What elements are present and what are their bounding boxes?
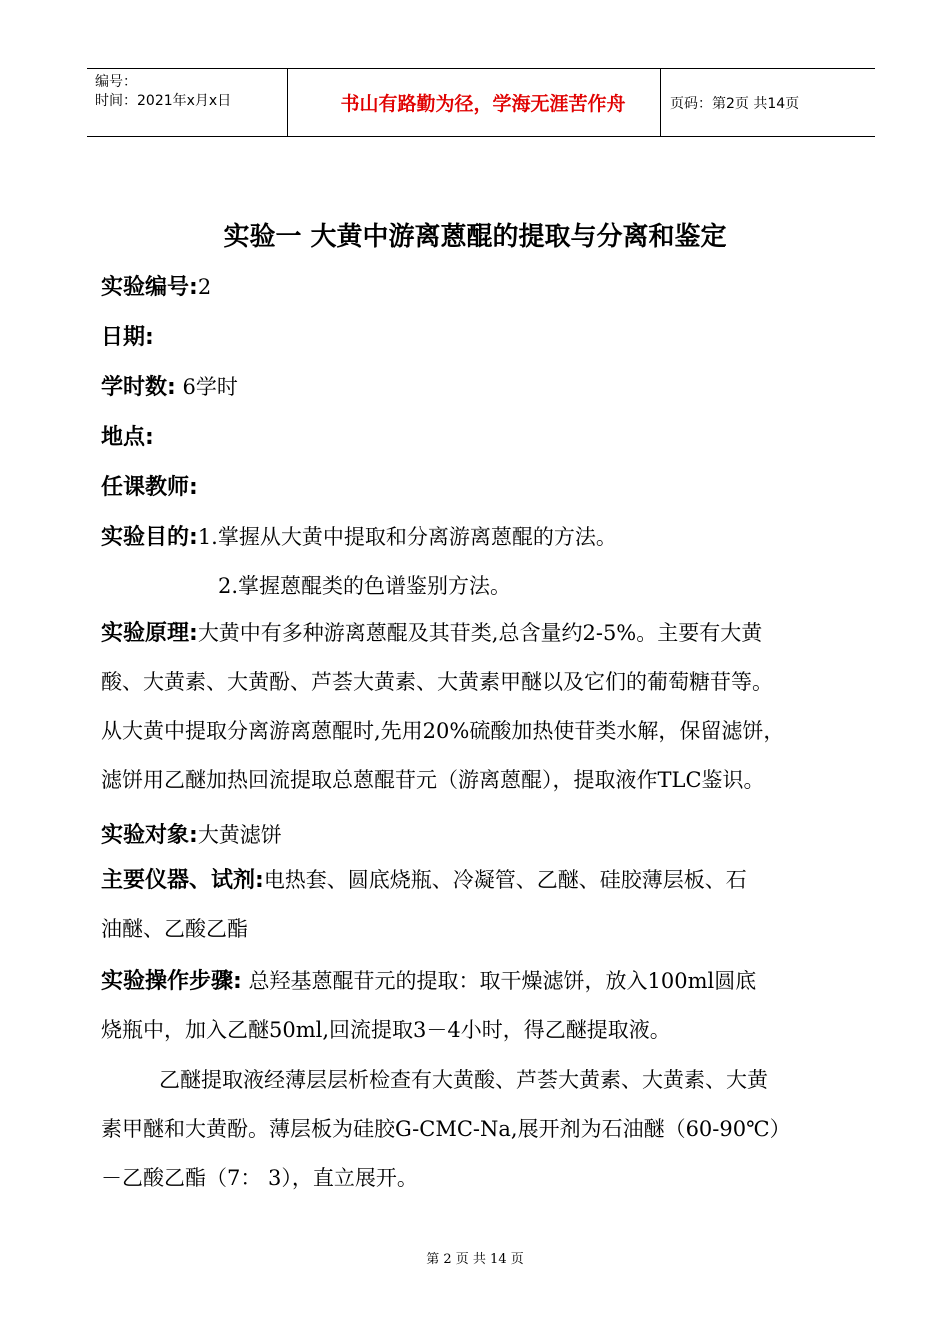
field-value: 1.掌握从大黄中提取和分离游离蒽醌的方法。 (197, 525, 617, 549)
header-meta (95, 73, 231, 111)
header-number: 编号： (95, 74, 137, 90)
paragraph-line: 大黄中有多种游离蒽醌及其苷类,总含量约2-5%。主要有大黄 (197, 621, 763, 645)
header-motto: 书山有路勤为径，学海无涯苦作舟 (340, 93, 626, 115)
field-purpose-2: 2.掌握蒽醌类的色谱鉴别方法。 (218, 574, 512, 598)
field-label: 实验编号: (101, 275, 198, 300)
header-page-number: 页码：第2页 共14页 (670, 96, 800, 112)
header-divider (287, 69, 288, 136)
field-place (101, 420, 154, 451)
field-object (101, 818, 282, 849)
paragraph-line: 烧瓶中，加入乙醚50ml,回流提取3－4小时，得乙醚提取液。 (101, 1018, 671, 1042)
field-hours (101, 370, 238, 401)
field-label: 实验目的: (101, 525, 198, 550)
field-label: 实验原理: (101, 621, 198, 646)
paragraph-line: 从大黄中提取分离游离蒽醌时,先用20%硫酸加热使苷类水解，保留滤饼， (101, 719, 785, 743)
tlc-paragraph (101, 1056, 861, 1203)
field-label: 学时数: (101, 375, 176, 400)
paragraph-line: 总羟基蒽醌苷元的提取：取干燥滤饼，放入100ml圆底 (241, 969, 757, 993)
field-teacher (101, 470, 198, 501)
paragraph-line: 油醚、乙酸乙酯 (101, 917, 248, 941)
field-value: 6学时 (175, 375, 238, 399)
field-label: 地点: (101, 425, 154, 450)
field-label: 日期: (101, 325, 154, 350)
paragraph-line: －乙酸乙酯（7： 3），直立展开。 (101, 1166, 418, 1190)
paragraph-line: 酸、大黄素、大黄酚、芦荟大黄素、大黄素甲醚以及它们的葡萄糖苷等。 (101, 670, 773, 694)
header-table (87, 68, 875, 137)
principle-paragraph (101, 609, 861, 805)
paragraph-line: 素甲醚和大黄酚。薄层板为硅胶G-CMC-Na,展开剂为石油醚（60-90℃） (101, 1117, 791, 1141)
field-label: 任课教师: (101, 475, 198, 500)
field-label: 主要仪器、试剂: (101, 868, 264, 893)
page-title: 实验一 大黄中游离蒽醌的提取与分离和鉴定 (223, 222, 727, 252)
header-time: 时间：2021年x月x日 (95, 93, 232, 109)
field-value: 2 (197, 275, 212, 299)
header-divider (660, 69, 661, 136)
field-date (101, 320, 154, 351)
field-label: 实验操作步骤: (101, 969, 242, 994)
steps-paragraph (101, 957, 861, 1055)
field-value: 大黄滤饼 (197, 823, 282, 847)
instruments-paragraph (101, 856, 861, 954)
paragraph-line: 电热套、圆底烧瓶、冷凝管、乙醚、硅胶薄层板、石 (263, 868, 747, 892)
paragraph-line: 乙醚提取液经薄层层析检查有大黄酸、芦荟大黄素、大黄素、大黄 (159, 1068, 768, 1092)
field-label: 实验对象: (101, 823, 198, 848)
field-purpose (101, 520, 617, 551)
page-footer: 第 2 页 共 14 页 (426, 1252, 524, 1267)
paragraph-line: 滤饼用乙醚加热回流提取总蒽醌苷元（游离蒽醌），提取液作TLC鉴识。 (101, 768, 765, 792)
field-exp-no (101, 270, 211, 301)
